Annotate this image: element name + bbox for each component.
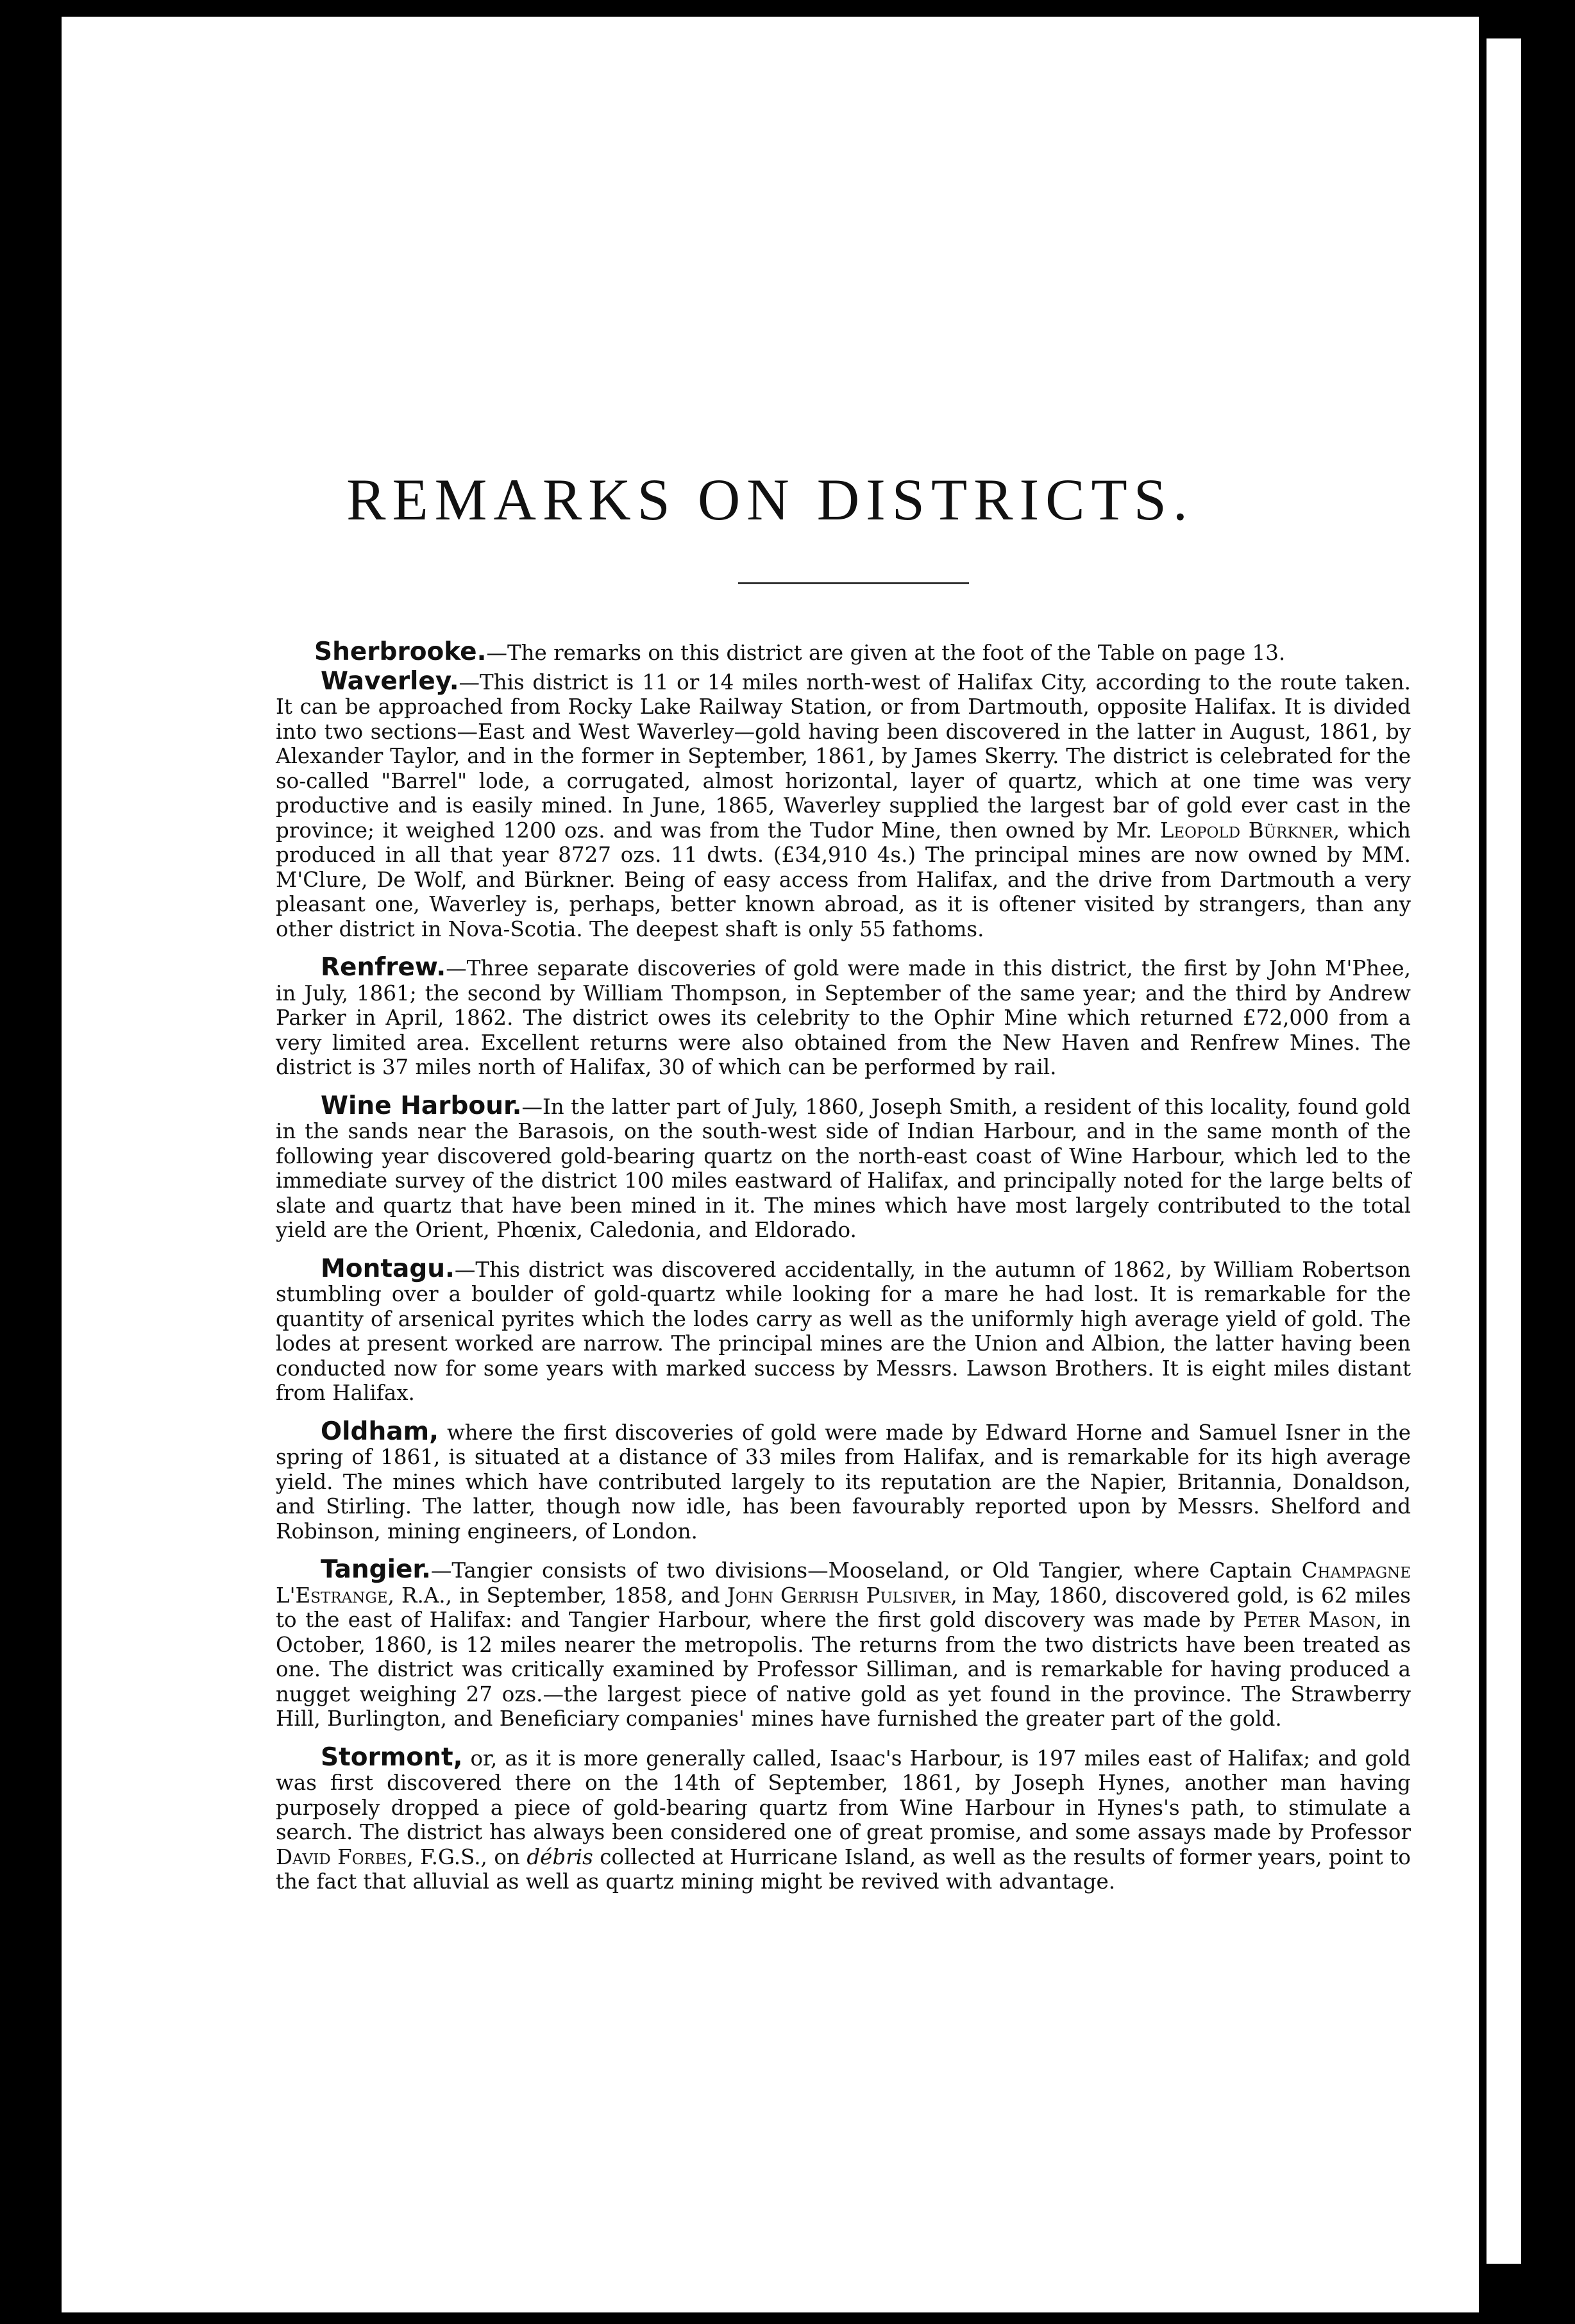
district-text: or, as it is more generally called, Isaac's Harbour, is 197 miles east of Halifax; and gold was first discovered there on the 14th of September, 1861, by Joseph Hynes, another man having purposely dropped a piece of gold-bearing quartz from Wine Harbour in Hynes's path, to stimulate a search. The district has always been considered one of great promise, and some assays made by Professor (276, 1746, 1411, 1844)
district-montagu (276, 1254, 1411, 1406)
district-text: , which produced in all that year 8727 ozs. 11 dwts. (£34,910 4s.) The principal mines are now owned by MM. M'Clure, De Wolf, and Bürkner. Being of easy access from Halifax, and the drive from Dartmouth a very pleasant one, Waverley is, perhaps, better known abroad, as it is oftener visited by strangers, than any other district in Nova-Scotia. The deepest shaft is only 55 fathoms. (276, 818, 1411, 941)
district-heading: Stormont, (321, 1742, 463, 1772)
district-text: , R.A., in September, 1858, and (387, 1583, 727, 1608)
district-heading: Oldham, (321, 1417, 439, 1446)
person-name: Peter Mason (1243, 1608, 1376, 1632)
district-oldham (276, 1417, 1411, 1544)
district-text: , in May, 1860, discovered gold, is 62 miles to the east of Halifax: and Tangier Harbour, where the first gold discovery was made by (276, 1583, 1411, 1632)
district-heading: Wine Harbour. (321, 1091, 522, 1120)
person-name: David Forbes (276, 1844, 407, 1869)
person-name: John Gerrish Pulsiver (727, 1583, 951, 1608)
page-sheet (62, 17, 1479, 2312)
district-text: collected at Hurricane Island, as well as the results of former years, point to the fact that alluvial as well as quartz mining might be revived with advantage. (276, 1844, 1411, 1894)
district-text: —This district was discovered accidentally, in the autumn of 1862, by William Robertson stumbling over a boulder of gold-quartz while looking for a mare he had lost. It is remarkable for the quantity of arsenical pyrites which the lodes carry as well as the uniformly high average yield of gold. The lodes at present worked are narrow. The principal mines are the Union and Albion, the latter having been conducted now for some years with marked success by Messrs. Lawson Brothers. It is eight miles distant from Halifax. (276, 1257, 1411, 1405)
district-tangier (276, 1555, 1411, 1731)
districts-text (276, 637, 1411, 1908)
person-name: Champagne L'Estrange (276, 1558, 1411, 1608)
district-sherbrooke (276, 637, 1411, 666)
title-rule (738, 582, 969, 584)
district-heading: Montagu. (321, 1254, 455, 1283)
italic-term: débris (526, 1844, 593, 1869)
district-text: —The remarks on this district are given at the foot of the Table on page 13. (486, 641, 1286, 665)
adjacent-page-edge (1487, 38, 1521, 2264)
district-stormont (276, 1742, 1411, 1894)
district-heading: Waverley. (321, 666, 459, 696)
district-heading: Renfrew. (321, 953, 446, 982)
district-waverley (276, 666, 1411, 942)
district-wine-harbour (276, 1091, 1411, 1243)
person-name: Leopold Bürkner (1159, 818, 1333, 843)
district-text: —This district is 11 or 14 miles north-west of Halifax City, according to the route taken. It can be approached from Rocky Lake Railway Station, or from Dartmouth, opposite Halifax. It is divided into two sections—East and West Waverley—gold having been discovered in the latter in August, 1861, by Alexander Taylor, and in the former in September, 1861, by James Skerry. The district is celebrated for the so-called "Barrel" lode, a corrugated, almost horizontal, layer of quartz, which at one time was very productive and is easily mined. In June, 1865, Waverley supplied the largest bar of gold ever cast in the province; it weighed 1200 ozs. and was from the Tudor Mine, then owned by Mr. (276, 669, 1411, 843)
district-text: , F.G.S., on (407, 1844, 527, 1869)
district-heading: Sherbrooke. (314, 637, 487, 666)
district-text: where the first discoveries of gold were made by Edward Horne and Samuel Isner in the spring of 1861, is situated at a distance of 33 miles from Halifax, and is remarkable for its high average yield. The mines which have contributed largely to its reputation are the Napier, Britannia, Donaldson, and Stirling. The latter, though now idle, has been favourably reported upon by Messrs. Shelford and Robinson, mining engineers, of London. (276, 1420, 1411, 1544)
district-text: —Three separate discoveries of gold were made in this district, the first by John M'Phee, in July, 1861; the second by William Thompson, in September of the same year; and the third by Andrew Parker in April, 1862. The district owes its celebrity to the Ophir Mine which returned £72,000 from a very limited area. Excellent returns were also obtained from the New Haven and Renfrew Mines. The district is 37 miles north of Halifax, 30 of which can be performed by rail. (276, 956, 1411, 1079)
page-title: REMARKS ON DISTRICTS. (346, 467, 1194, 532)
district-text: —Tangier consists of two divisions—Mooseland, or Old Tangier, where Captain (430, 1558, 1302, 1583)
district-text: , in October, 1860, is 12 miles nearer the metropolis. The returns from the two districts have been treated as one. The district was critically examined by Professor Silliman, and is remarkable for having produced a nugget weighing 27 ozs.—the largest piece of native gold as yet found in the province. The Strawberry Hill, Burlington, and Beneficiary companies' mines have furnished the greater part of the gold. (276, 1608, 1411, 1731)
district-heading: Tangier. (321, 1555, 431, 1584)
district-text: —In the latter part of July, 1860, Joseph Smith, a resident of this locality, found gold in the sands near the Barasois, on the south-west side of Indian Harbour, and in the same month of the following year discovered gold-bearing quartz on the north-east coast of Wine Harbour, which led to the immediate survey of the district 100 miles eastward of Halifax, and principally noted for the large belts of slate and quartz that have been mined in it. The mines which have most largely contributed to the total yield are the Orient, Phœnix, Caledonia, and Eldorado. (276, 1094, 1411, 1242)
district-renfrew (276, 953, 1411, 1080)
